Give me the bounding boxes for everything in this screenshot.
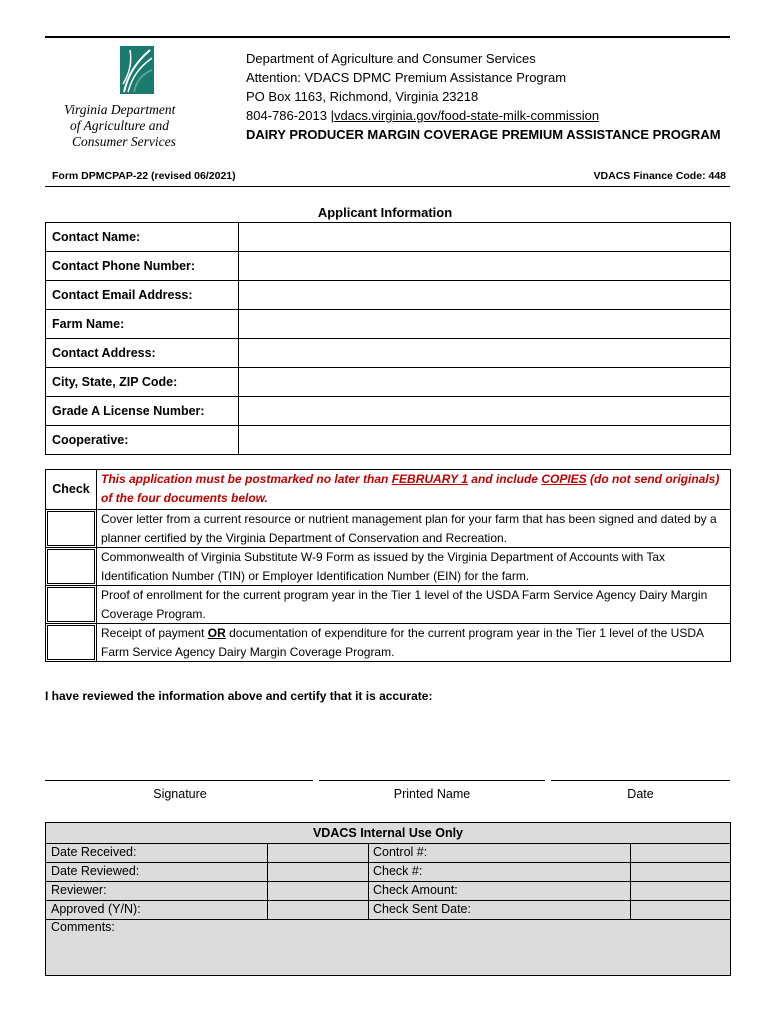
form-info-rule (45, 186, 730, 187)
control-label: Control #: (368, 843, 631, 863)
control-input[interactable] (630, 843, 731, 863)
contact-address-input[interactable] (239, 339, 731, 368)
applicant-section-title: Applicant Information (317, 205, 453, 220)
field-label: Contact Email Address: (46, 281, 239, 310)
field-label: Contact Phone Number: (46, 252, 239, 281)
logo-line-3: Consumer Services (72, 134, 176, 149)
table-row (46, 252, 731, 281)
printed-name-line[interactable] (319, 780, 545, 781)
applicant-table (45, 222, 731, 455)
table-row (46, 339, 731, 368)
finance-code: VDACS Finance Code: 448 (593, 170, 726, 182)
check-number-label: Check #: (368, 862, 631, 882)
field-label: Grade A License Number: (46, 397, 239, 426)
notice-deadline: FEBRUARY 1 (391, 472, 468, 486)
table-row (46, 397, 731, 426)
table-row (46, 586, 731, 624)
table-row (46, 548, 731, 586)
document-checklist (45, 469, 731, 662)
item-or: OR (207, 626, 226, 640)
table-row (46, 368, 731, 397)
internal-use-title: VDACS Internal Use Only (312, 826, 464, 840)
check-cell (46, 510, 97, 548)
checkbox-w9-form[interactable] (47, 549, 95, 584)
field-label: Contact Address: (46, 339, 239, 368)
signature-label: Signature (153, 787, 207, 801)
checklist-item: Commonwealth of Virginia Substitute W-9 Form as issued by the Virginia Department of Accounts with Tax Identification Number (TIN) or Employer Identification Number (EIN) for the farm. (97, 548, 731, 586)
city-state-zip-input[interactable] (239, 368, 731, 397)
contact-email-input[interactable] (239, 281, 731, 310)
address-line-3: PO Box 1163, Richmond, Virginia 23218 (246, 89, 479, 104)
check-cell (46, 548, 97, 586)
website-link[interactable]: vdacs.virginia.gov/food-state-milk-commission (333, 108, 600, 123)
field-label: Farm Name: (46, 310, 239, 339)
checkbox-enrollment-proof[interactable] (47, 587, 95, 622)
form-info-line (45, 170, 730, 182)
table-row (46, 470, 731, 510)
date-received-label: Date Received: (46, 843, 268, 863)
wheat-leaf-icon (120, 46, 154, 94)
field-label: Cooperative: (46, 426, 239, 455)
notice-text: This application must be postmarked no later than (101, 472, 392, 486)
table-row (46, 281, 731, 310)
checkbox-payment-receipt[interactable] (47, 625, 95, 660)
field-label: City, State, ZIP Code: (46, 368, 239, 397)
top-rule (45, 36, 730, 38)
table-row (46, 223, 731, 252)
reviewer-input[interactable] (267, 881, 369, 901)
approved-input[interactable] (267, 900, 369, 920)
header-address (246, 49, 721, 144)
comments-label[interactable]: Comments: (51, 920, 115, 934)
check-column-header: Check (46, 470, 97, 510)
checklist-item: Proof of enrollment for the current program year in the Tier 1 level of the USDA Farm Service Agency Dairy Margin Coverage Program. (97, 586, 731, 624)
program-title: DAIRY PRODUCER MARGIN COVERAGE PREMIUM ASSISTANCE PROGRAM (246, 127, 721, 142)
date-reviewed-input[interactable] (267, 862, 369, 882)
phone-number: 804-786-2013 | (246, 108, 334, 123)
approved-label: Approved (Y/N): (46, 900, 268, 920)
address-line-1: Department of Agriculture and Consumer Services (246, 51, 536, 66)
check-cell (46, 624, 97, 662)
logo-line-1: Virginia Department (64, 102, 176, 117)
deadline-notice (97, 470, 731, 510)
check-amount-input[interactable] (630, 881, 731, 901)
table-row (46, 624, 731, 662)
field-label: Contact Name: (46, 223, 239, 252)
check-sent-date-input[interactable] (630, 900, 731, 920)
vdacs-logo (62, 46, 232, 156)
check-amount-label: Check Amount: (368, 881, 631, 901)
notice-copies: COPIES (541, 472, 587, 486)
date-line[interactable] (551, 780, 730, 781)
check-number-input[interactable] (630, 862, 731, 882)
logo-text (62, 102, 232, 150)
notice-text: and include (467, 472, 542, 486)
internal-use-box (45, 822, 731, 976)
check-sent-date-label: Check Sent Date: (368, 900, 631, 920)
notice-text: (do not send originals) of the four documents below. (101, 472, 720, 505)
checkbox-cover-letter[interactable] (47, 511, 95, 546)
table-row (46, 426, 731, 455)
cooperative-input[interactable] (239, 426, 731, 455)
item-text: Receipt of payment (101, 626, 208, 640)
reviewer-label: Reviewer: (46, 881, 268, 901)
date-label: Date (627, 787, 654, 801)
license-number-input[interactable] (239, 397, 731, 426)
form-id: Form DPMCPAP-22 (revised 06/2021) (52, 170, 236, 182)
table-row (46, 510, 731, 548)
printed-name-label: Printed Name (393, 787, 471, 801)
signature-line[interactable] (45, 780, 313, 781)
logo-line-2: of Agriculture and (70, 118, 169, 133)
farm-name-input[interactable] (239, 310, 731, 339)
date-received-input[interactable] (267, 843, 369, 863)
date-reviewed-label: Date Reviewed: (46, 862, 268, 882)
certification-statement: I have reviewed the information above and certify that it is accurate: (45, 689, 433, 703)
contact-phone-input[interactable] (239, 252, 731, 281)
item-text: documentation of expenditure for the current program year in the Tier 1 level of the USDA Farm Service Agency Dairy Margin Coverage Program. (101, 626, 704, 659)
checklist-item: Cover letter from a current resource or nutrient management plan for your farm that has been signed and dated by a planner certified by the Virginia Department of Conservation and Recreation. (97, 510, 731, 548)
checklist-item (97, 624, 731, 662)
table-row (46, 310, 731, 339)
address-line-2: Attention: VDACS DPMC Premium Assistance Program (246, 70, 567, 85)
contact-name-input[interactable] (239, 223, 731, 252)
check-cell (46, 586, 97, 624)
